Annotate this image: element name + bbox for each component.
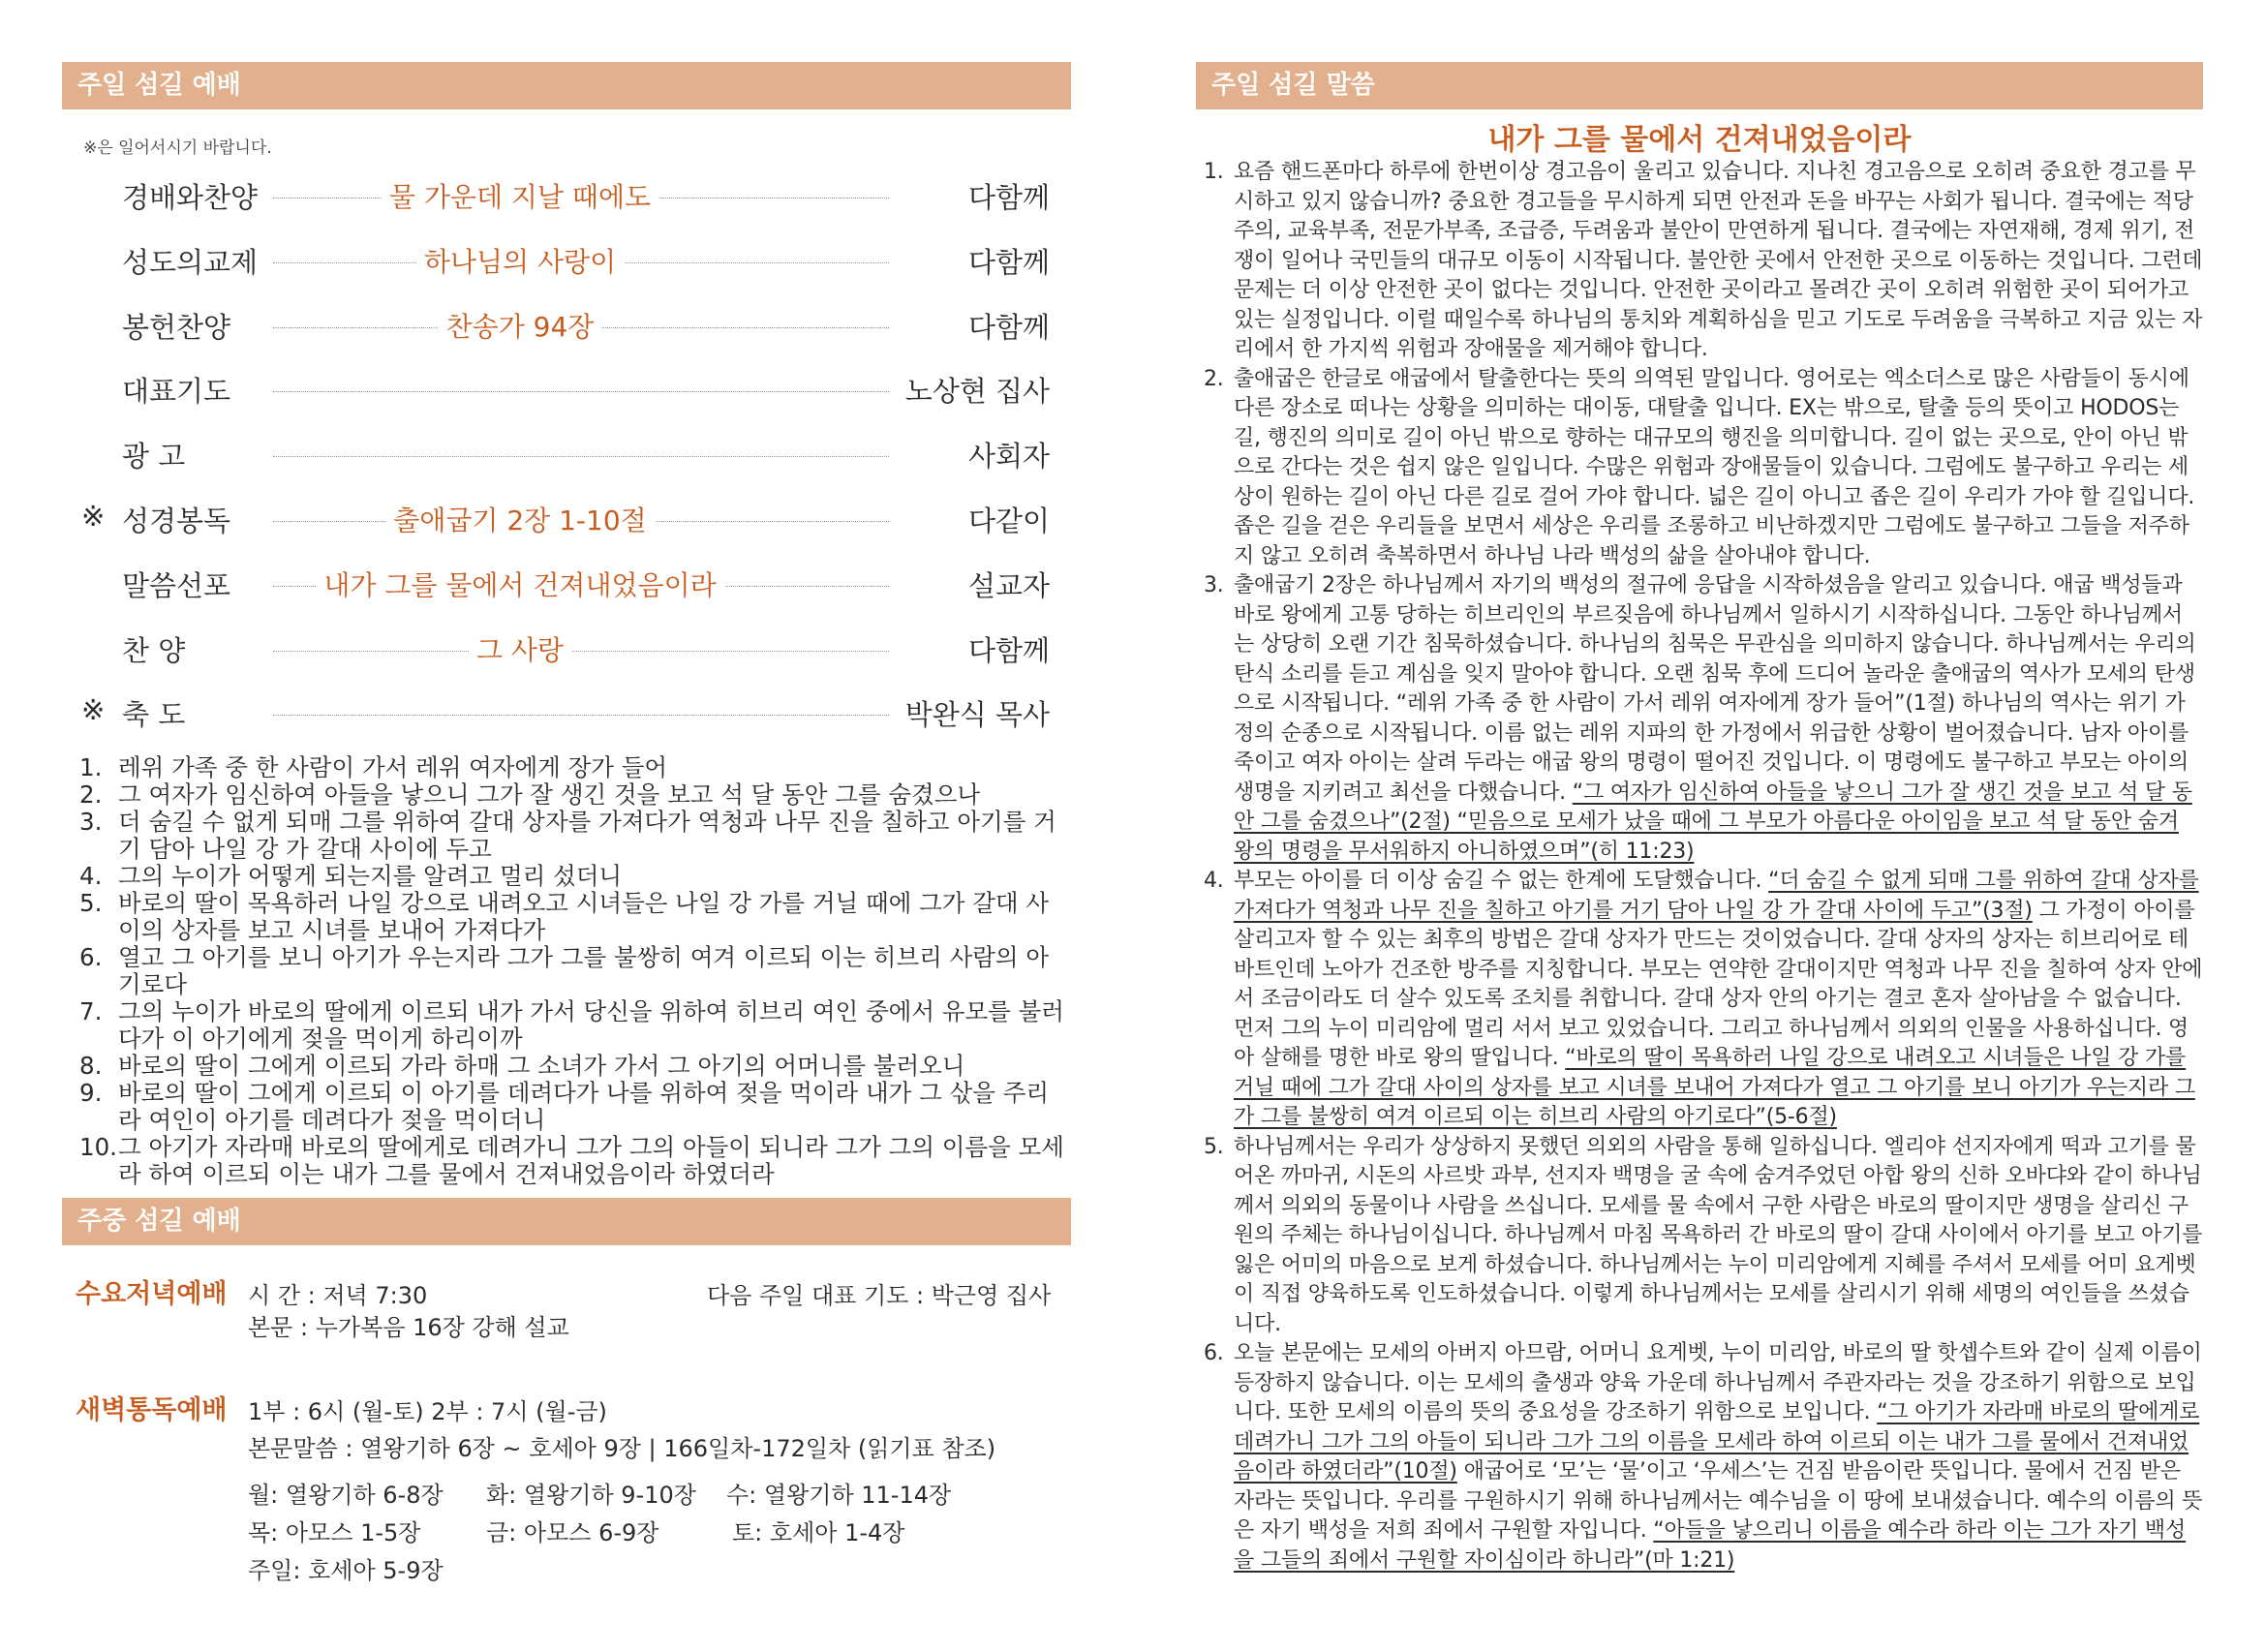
- order-row: [62, 680, 1071, 745]
- order-content: 출애굽기 2장 1-10절: [273, 500, 767, 538]
- order-row: [62, 551, 1071, 616]
- order-label: 성도의교제: [122, 245, 259, 279]
- paragraph-text: 애굽어로 ‘모’는 ‘물’이고 ‘우세스’는 건짐 받음이란 뜻입니다. 물에서 건짐 받은 자라는 뜻입니다. 우리를 구원하시기 위해 하나님께서는 예수님을 이 땅에 보내셨습니다. 예수의 이름의 뜻은 자기 백성을 저희 죄에서 구원할 자입니다.: [1234, 1459, 2203, 1543]
- schedule-sat: 토: 호세아 1-4장: [732, 1519, 905, 1547]
- worship-column: [62, 0, 1071, 1652]
- standing-mark: ※: [81, 693, 106, 727]
- verse-number: 4.: [79, 862, 103, 891]
- order-label: 성경봉독: [122, 504, 231, 537]
- paragraph-number: 1.: [1204, 160, 1224, 184]
- order-row: [62, 486, 1071, 551]
- order-label: 찬 양: [122, 633, 186, 667]
- paragraph-number: 4.: [1204, 869, 1224, 893]
- verse-text: 그 아기가 자라매 바로의 딸에게로 데려가니 그가 그의 아들이 되니라 그가 그의 이름을 모세라 하여 이르되 이는 내가 그를 물에서 건져내었음이라 하였더라: [118, 1133, 1064, 1189]
- order-content: 그 사랑: [273, 629, 767, 668]
- dotted-leader: [273, 456, 889, 457]
- verse-text: 바로의 딸이 그에게 이르되 가라 하매 그 소녀가 가서 그 아기의 어머니를 불러오니: [118, 1052, 965, 1081]
- order-leader: 다함께: [967, 310, 1050, 344]
- order-label: 광 고: [122, 440, 186, 474]
- verse-text: 레위 가족 중 한 사람이 가서 레위 여자에게 장가 들어: [118, 753, 668, 782]
- verse-number: 1.: [79, 753, 103, 782]
- verse-number: 7.: [79, 997, 103, 1026]
- verse-text: 그의 누이가 어떻게 되는지를 알려고 멀리 섰더니: [118, 862, 623, 891]
- verse-item: [79, 863, 1071, 890]
- verse-item: [79, 998, 1071, 1053]
- sermon-paragraph: [1204, 571, 2203, 867]
- order-content: 하나님의 사랑이: [273, 241, 767, 280]
- order-row: [62, 616, 1071, 681]
- verse-text: 바로의 딸이 목욕하러 나일 강으로 내려오고 시녀들은 나일 강 가를 거닐 때에 그가 갈대 사이의 상자를 보고 시녀를 보내어 가져다가: [118, 889, 1050, 945]
- verse-number: 2.: [79, 780, 103, 810]
- scripture-quote: “더 숨길 수 없게 되매 그를 위하여 갈대 상자를 가져다가 역청과 나무 진을 칠하고 아기를 거기 담아 나일 강 가 갈대 사이에 두고”(3절): [1234, 869, 2199, 923]
- order-label: 말씀선포: [122, 568, 231, 602]
- verse-item: [79, 1134, 1071, 1188]
- paragraph-number: 3.: [1204, 573, 1224, 597]
- wednesday-service-title: 수요저녁예배: [76, 1279, 228, 1310]
- verse-number: 3.: [79, 808, 103, 837]
- schedule-thu: 목: 아모스 1-5장: [248, 1519, 421, 1547]
- paragraph-text: 하나님께서는 우리가 상상하지 못했던 의외의 사람을 통해 일하십니다. 엘리야 선지자에게 떡과 고기를 물어온 까마귀, 시돈의 사르밧 과부, 선지자 백명을 굴 속에 숨겨주었던 아합 왕의 신하 오바댜와 같이 하나님께서 의외의 동물이나 사람을 쓰십니다. 모세를 물 속에서 구한 사람은 바로의 딸이지만 생명을 살리신 구원의 주체는 하나님이십니다. 하나님께서 마침 목욕하러 간 바로의 딸이 갈대 사이에서 아기를 보고 아기를 잃은 어미의 마음으로 보게 하셨습니다. 하나님께서는 누이 미리암에게 지혜를 주셔서 모세를 어미 요게벳이 직접 양육하도록 인도하셨습니다. 이렇게 하나님께서는 모세를 살리시기 위해 세명의 여인들을 쓰셨습니다.: [1234, 1134, 2203, 1336]
- dawn-service-title: 새벽통독예배: [76, 1395, 228, 1426]
- schedule-sun: 주일: 호세아 5-9장: [248, 1557, 444, 1585]
- order-row: [62, 228, 1071, 292]
- verse-text: 열고 그 아기를 보니 아기가 우는지라 그가 그를 불쌍히 여겨 이르되 이는 히브리 사람의 아기로다: [118, 943, 1050, 999]
- paragraph-text: 부모는 아이를 더 이상 숨길 수 없는 한계에 도달했습니다.: [1234, 869, 1769, 893]
- sermon-title: 내가 그를 물에서 건져내었음이라: [1487, 123, 1912, 157]
- verse-number: 8.: [79, 1052, 103, 1081]
- schedule-mon: 월: 열왕기하 6-8장: [248, 1482, 444, 1510]
- verse-item: [79, 754, 1071, 781]
- order-row: [62, 421, 1071, 486]
- order-leader: 다함께: [967, 181, 1050, 214]
- dotted-leader: [273, 391, 889, 392]
- sermon-column: [1196, 0, 2203, 1576]
- standing-note: ※은 일어서시기 바랍니다.: [83, 138, 272, 158]
- dawn-text: 본문말씀 : 열왕기하 6장 ~ 호세아 9장 | 166일차-172일차 (읽기표 참조): [248, 1435, 996, 1463]
- verse-number: 5.: [79, 889, 103, 918]
- paragraph-number: 5.: [1204, 1134, 1224, 1159]
- paragraph-number: 2.: [1204, 366, 1224, 391]
- order-leader: 설교자: [967, 568, 1050, 602]
- order-row: [62, 292, 1071, 357]
- scripture-reading: [79, 754, 1071, 1188]
- dawn-time: 1부 : 6시 (월-토) 2부 : 7시 (월-금): [248, 1398, 607, 1426]
- verse-item: [79, 809, 1071, 863]
- verse-item: [79, 1080, 1071, 1134]
- schedule-tue: 화: 열왕기하 9-10장: [486, 1482, 696, 1510]
- sermon-paragraph: [1204, 1133, 2203, 1340]
- order-label: 봉헌찬양: [122, 310, 231, 344]
- verse-number: 9.: [79, 1079, 103, 1108]
- schedule-fri: 금: 아모스 6-9장: [486, 1519, 659, 1547]
- order-label: 대표기도: [122, 375, 231, 409]
- verse-item: [79, 890, 1071, 944]
- order-leader: 다함께: [967, 245, 1050, 279]
- verse-number: 6.: [79, 943, 103, 972]
- midweek-worship-header: 주중 섬길 예배: [62, 1198, 1071, 1245]
- paragraph-text: 오늘 본문에는 모세의 아버지 아므람, 어머니 요게벳, 누이 미리암, 바로의 딸 핫셉수트와 같이 실제 이름이 등장하지 않습니다. 이는 모세의 출생과 양육 가운데 하나님께서 주관자라는 것을 강조하기 위함으로 보입니다. 또한 모세의 이름의 뜻의 중요성을 강조하기 위함으로 보입니다.: [1234, 1341, 2202, 1424]
- sermon-paragraph: [1204, 158, 2203, 365]
- scripture-quote: “바로의 딸이 목욕하러 나일 강으로 내려오고 시녀들은 나일 강 가를 거닐 때에 그가 갈대 사이의 상자를 보고 시녀를 보내어 가져다가 열고 그 아기를 보니 아기가 우는지라 그가 그를 불쌍히 여겨 이르되 이는 히브리 사람의 아기로다”(5-6절): [1234, 1046, 2195, 1129]
- paragraph-number: 6.: [1204, 1341, 1224, 1365]
- verse-text: 그 여자가 임신하여 아들을 낳으니 그가 잘 생긴 것을 보고 석 달 동안 그를 숨겼으나: [118, 780, 981, 810]
- scripture-quote: “아들을 낳으리니 이름을 예수라 하라 이는 그가 자기 백성을 그들의 죄에서 구원할 자이심이라 하니라”(마 1:21): [1234, 1518, 2187, 1573]
- paragraph-text: 출애굽기 2장은 하나님께서 자기의 백성의 절규에 응답을 시작하셨음을 알리고 있습니다. 애굽 백성들과 바로 왕에게 고통 당하는 히브리인의 부르짖음에 하나님께서 일하시기 시작하십니다. 그동안 하나님께서는 상당히 오랜 기간 침묵하셨습니다. 하나님의 침묵은 무관심을 의미하지 않습니다. 하나님께서는 우리의 탄식 소리를 듣고 계심을 잊지 말아야 합니다. 오랜 침묵 후에 드디어 놀라운 출애굽의 역사가 모세의 탄생으로 시작됩니다. “레위 가족 중 한 사람이 가서 레위 여자에게 장가 들어”(1절) 하나님의 역사는 위기 가정의 순종으로 시작됩니다. 이름 없는 레위 지파의 한 가정에서 위급한 상황이 벌어졌습니다. 남자 아이를 죽이고 여자 아이는 살려 두라는 애굽 왕의 명령이 떨어진 것입니다. 이 명령에도 불구하고 부모는 아이의 생명을 지키려고 최선을 다했습니다.: [1234, 573, 2196, 805]
- verse-text: 더 숨길 수 없게 되매 그를 위하여 갈대 상자를 가져다가 역청과 나무 진을 칠하고 아기를 거기 담아 나일 강 가 갈대 사이에 두고: [118, 808, 1056, 864]
- wednesday-text: 본문 : 누가복음 16장 강해 설교: [248, 1314, 569, 1342]
- verse-number: 10.: [79, 1133, 117, 1162]
- sermon-paragraph: [1204, 365, 2203, 572]
- sermon-header: 주일 섬길 말씀: [1196, 62, 2203, 109]
- paragraph-text: 요즘 핸드폰마다 하루에 한번이상 경고음이 울리고 있습니다. 지나친 경고음으로 오히려 중요한 경고를 무시하고 있지 않습니까? 중요한 경고들을 무시하게 되면 안전과 돈을 바꾸는 사회가 됩니다. 결국에는 적당주의, 교육부족, 전문가부족, 조급증, 두려움과 불안이 만연하게 됩니다. 결국에는 자연재해, 경제 위기, 전쟁이 일어나 국민들의 대규모 이동이 시작됩니다. 불안한 곳에서 안전한 곳으로 이동하는 것입니다. 그런데 문제는 더 이상 안전한 곳이 없다는 것입니다. 안전한 곳이라고 몰려간 곳이 오히려 위험한 곳이 되어가고 있는 실정입니다. 이럴 때일수록 하나님의 통치와 계획하심을 믿고 기도로 두려움을 극복하고 지금 있는 자리에서 한 가지씩 위험과 장애물을 제거해야 합니다.: [1234, 160, 2203, 361]
- verse-item: [79, 944, 1071, 998]
- verse-item: [79, 781, 1071, 809]
- wednesday-time: 시 간 : 저녁 7:30: [248, 1282, 428, 1310]
- order-leader: 노상현 집사: [904, 375, 1050, 409]
- paragraph-text: 그 가정이 아이를 살리고자 할 수 있는 최후의 방법은 갈대 상자가 만드는 것이었습니다. 갈대 상자의 상자는 히브리어로 테바트인데 노아가 건조한 방주를 지칭합니다. 부모는 연약한 갈대이지만 역청과 나무 진을 칠하여 상자 안에서 조금이라도 더 살수 있도록 조치를 취합니다. 갈대 상자 안의 아기는 결코 혼자 살아남을 수 없습니다. 먼저 그의 누이 미리암에 멀리 서서 보고 있었습니다. 그리고 하나님께서 의외의 인물을 사용하십니다. 영아 살해를 명한 바로 왕의 딸입니다.: [1234, 898, 2203, 1070]
- order-leader: 다같이: [967, 504, 1050, 537]
- order-of-worship: [62, 163, 1071, 745]
- scripture-quote: “그 여자가 임신하여 아들을 낳으니 그가 잘 생긴 것을 보고 석 달 동안 그를 숨겼으나”(2절) “믿음으로 모세가 났을 때에 그 부모가 아름다운 아이임을 보고 석 달 동안 숨겨 왕의 명령을 무서워하지 아니하였으며”(히 11:23): [1234, 780, 2192, 864]
- midweek-services: [62, 1245, 1071, 1652]
- sermon-paragraph: [1204, 867, 2203, 1133]
- order-row: [62, 163, 1071, 228]
- order-content: 찬송가 94장: [273, 306, 767, 345]
- sunday-worship-header: 주일 섬길 예배: [62, 62, 1071, 109]
- sermon-paragraphs: [1196, 158, 2203, 1576]
- order-leader: 사회자: [967, 440, 1050, 474]
- order-content: 내가 그를 물에서 건져내었음이라: [273, 565, 767, 603]
- verse-text: 그의 누이가 바로의 딸에게 이르되 내가 가서 당신을 위하여 히브리 여인 중에서 유모를 불러다가 이 아기에게 젖을 먹이게 하리이까: [118, 997, 1064, 1054]
- order-label: 경배와찬양: [122, 181, 259, 214]
- order-label: 축 도: [122, 698, 186, 732]
- paragraph-text: 출애굽은 한글로 애굽에서 탈출한다는 뜻의 의역된 말입니다. 영어로는 엑소더스로 많은 사람들이 동시에 다른 장소로 떠나는 상황을 의미하는 대이동, 대탈출 입니다. EX는 밖으로, 탈출 등의 뜻이고 HODOS는 길, 행진의 의미로 길이 아닌 밖으로 향하는 대규모의 행진을 의미합니다. 길이 없는 곳으로, 안이 아닌 밖으로 간다는 것은 쉽지 않은 일입니다. 수많은 위험과 장애물들이 있습니다. 그럼에도 불구하고 우리는 세상이 원하는 길이 아닌 다른 길로 걸어 가야 합니다. 넓은 길이 아니고 좁은 길이 우리가 가야 할 길입니다. 좁은 길을 걷은 우리들을 보면서 세상은 우리를 조롱하고 비난하겠지만 그럼에도 불구하고 그들을 저주하지 않고 오히려 축복하면서 하나님 나라 백성의 삶을 살아내야 합니다.: [1234, 366, 2195, 568]
- scripture-quote: “그 아기가 자라매 바로의 딸에게로 데려가니 그가 그의 아들이 되니라 그가 그의 이름을 모세라 하여 이르되 이는 내가 그를 물에서 건져내었음이라 하였더라”(10절): [1234, 1400, 2200, 1484]
- order-content: 물 가운데 지날 때에도: [273, 176, 767, 215]
- next-prayer-leader: 다음 주일 대표 기도 : 박근영 집사: [707, 1282, 1052, 1310]
- verse-item: [79, 1053, 1071, 1080]
- sermon-paragraph: [1204, 1339, 2203, 1576]
- verse-text: 바로의 딸이 그에게 이르되 이 아기를 데려다가 나를 위하여 젖을 먹이라 내가 그 삯을 주리라 여인이 아기를 데려다가 젖을 먹이더니: [118, 1079, 1050, 1135]
- schedule-wed: 수: 열왕기하 11-14장: [726, 1482, 952, 1510]
- order-leader: 다함께: [967, 633, 1050, 667]
- order-row: [62, 356, 1071, 421]
- dotted-leader: [273, 715, 889, 716]
- order-leader: 박완식 목사: [904, 698, 1050, 732]
- standing-mark: ※: [81, 499, 106, 533]
